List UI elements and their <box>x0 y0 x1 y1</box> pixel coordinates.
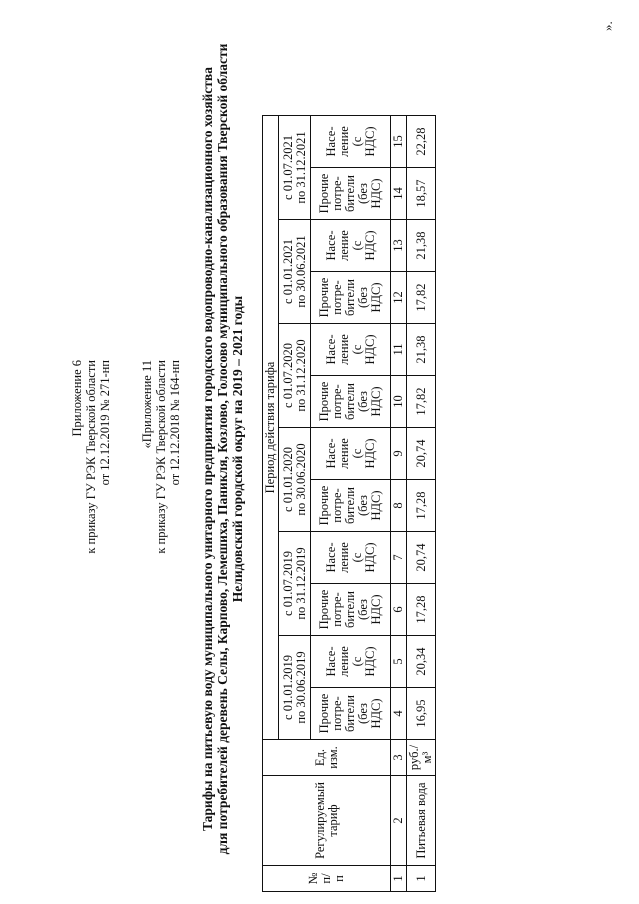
subheader-text: (с <box>349 656 364 667</box>
col-header-tariff <box>263 776 391 866</box>
subheader-text: потре- <box>330 696 344 731</box>
subheader-text: Прочие <box>317 693 331 734</box>
subheader-text: Насе- <box>323 438 338 469</box>
subheader-text: (с <box>349 552 364 563</box>
subheader-text: НДС) <box>362 438 377 469</box>
period-end: по 31.12.2021 <box>293 131 308 204</box>
header-text: п <box>332 875 346 882</box>
header-line: от 12.12.2018 № 164-нп <box>168 360 182 486</box>
subheader-other-consumers <box>311 480 391 532</box>
tariff-value: 20,74 <box>407 428 436 480</box>
period-end: по 30.06.2020 <box>293 443 308 516</box>
subheader-text: (без <box>356 391 370 412</box>
header-text: п/ <box>319 873 333 884</box>
tariff-value: 18,57 <box>407 168 436 220</box>
subheader-population <box>311 636 391 688</box>
subheader-text: Прочие <box>317 485 331 526</box>
period-5 <box>279 220 311 324</box>
period-3 <box>279 428 311 532</box>
subheader-text: Насе- <box>323 542 338 573</box>
tariff-value: 17,82 <box>407 376 436 428</box>
column-number: 15 <box>391 116 407 168</box>
period-start: с 01.07.2021 <box>280 135 295 200</box>
subheader-population <box>311 532 391 584</box>
row-number: 1 <box>407 866 436 892</box>
title-line: Нелидовский городской округ на 2019 – 2021 годы <box>230 295 245 603</box>
subheader-text: (с <box>349 448 364 459</box>
header-line: «Приложение 11 <box>140 360 154 449</box>
period-4 <box>279 324 311 428</box>
header-line: к приказу ГУ РЭК Тверской области <box>154 360 168 554</box>
tariff-value: 21,38 <box>407 324 436 376</box>
subheader-text: бители <box>343 695 357 732</box>
header-text: Ед. <box>312 748 327 767</box>
period-start: с 01.07.2019 <box>280 551 295 616</box>
tariff-value: 21,38 <box>407 220 436 272</box>
subheader-text: Прочие <box>317 381 331 422</box>
subheader-text: бители <box>343 279 357 316</box>
subheader-text: потре- <box>330 280 344 315</box>
subheader-text: ление <box>336 438 351 469</box>
subheader-text: ление <box>336 230 351 261</box>
subheader-text: бители <box>343 487 357 524</box>
period-end: по 31.12.2020 <box>293 339 308 412</box>
column-number: 4 <box>391 688 407 740</box>
column-number: 6 <box>391 584 407 636</box>
appendix-6-header <box>70 360 112 554</box>
subheader-text: Прочие <box>317 277 331 318</box>
column-number: 5 <box>391 636 407 688</box>
subheader-text: НДС) <box>362 230 377 261</box>
subheader-text: Прочие <box>317 589 331 630</box>
subheader-text: ление <box>336 334 351 365</box>
subheader-text: (без <box>356 183 370 204</box>
subheader-text: бители <box>343 591 357 628</box>
period-end: по 30.06.2019 <box>293 651 308 724</box>
subheader-text: НДС) <box>362 646 377 677</box>
period-end: по 30.06.2021 <box>293 235 308 308</box>
period-1 <box>279 636 311 740</box>
subheader-other-consumers <box>311 376 391 428</box>
row-name: Питьевая вода <box>407 776 436 866</box>
document-title <box>200 34 245 864</box>
subheader-population <box>311 324 391 376</box>
subheader-text: НДС) <box>369 490 383 521</box>
column-number: 11 <box>391 324 407 376</box>
column-number: 8 <box>391 480 407 532</box>
subheader-text: потре- <box>330 384 344 419</box>
subheader-other-consumers <box>311 584 391 636</box>
header-text: тариф <box>325 804 340 837</box>
subheader-text: (без <box>356 703 370 724</box>
subheader-text: бители <box>343 175 357 212</box>
column-number: 14 <box>391 168 407 220</box>
subheader-other-consumers <box>311 688 391 740</box>
title-line: для потребителей деревень Селы, Карпово, Лемешиха, Паникля, Козлово, Голосово муниципального образования Тверской области <box>215 43 230 855</box>
tariff-value: 17,28 <box>407 480 436 532</box>
subheader-text: (без <box>356 287 370 308</box>
subheader-population <box>311 220 391 272</box>
column-number: 10 <box>391 376 407 428</box>
subheader-text: потре- <box>330 488 344 523</box>
subheader-text: НДС) <box>369 178 383 209</box>
tariff-value: 20,34 <box>407 636 436 688</box>
subheader-text: потре- <box>330 592 344 627</box>
subheader-text: Насе- <box>323 646 338 677</box>
column-number-row <box>391 116 407 892</box>
header-text: № <box>306 872 320 885</box>
tariff-value: 17,82 <box>407 272 436 324</box>
period-start: с 01.01.2021 <box>280 239 295 304</box>
column-number: 3 <box>391 740 407 776</box>
subheader-text: бители <box>343 383 357 420</box>
subheader-text: НДС) <box>369 594 383 625</box>
appendix-11-header <box>140 360 182 554</box>
subheader-text: (с <box>349 136 364 147</box>
col-header-unit <box>263 740 391 776</box>
period-2 <box>279 532 311 636</box>
subheader-text: Прочие <box>317 173 331 214</box>
subheader-text: ление <box>336 542 351 573</box>
subheader-population <box>311 428 391 480</box>
subheader-text: (с <box>349 240 364 251</box>
subheader-text: Насе- <box>323 230 338 261</box>
subheader-text: НДС) <box>362 126 377 157</box>
header-text: Регулируемый <box>312 782 327 859</box>
column-number: 12 <box>391 272 407 324</box>
period-start: с 01.01.2019 <box>280 655 295 720</box>
row-unit: руб./м³ <box>407 740 436 776</box>
closing-quote: ». <box>600 21 615 31</box>
header-text: изм. <box>325 746 340 769</box>
tariff-value: 20,74 <box>407 532 436 584</box>
subheader-text: (с <box>349 344 364 355</box>
table-row <box>407 116 436 892</box>
column-number: 2 <box>391 776 407 866</box>
tariff-table <box>262 115 436 892</box>
column-number: 7 <box>391 532 407 584</box>
subheader-text: НДС) <box>369 282 383 313</box>
title-line: Тарифы на питьевую воду муниципального унитарного предприятия городского водопроводно-канализационного хозяйства <box>200 67 215 831</box>
period-6 <box>279 116 311 220</box>
subheader-text: Насе- <box>323 334 338 365</box>
subheader-text: НДС) <box>369 698 383 729</box>
period-start: с 01.07.2020 <box>280 343 295 408</box>
subheader-text: ление <box>336 646 351 677</box>
header-line: от 12.12.2019 № 271-нп <box>98 360 112 486</box>
subheader-text: НДС) <box>362 542 377 573</box>
subheader-text: Насе- <box>323 126 338 157</box>
header-line: Приложение 6 <box>70 360 84 437</box>
period-header: Период действия тарифа <box>263 116 279 740</box>
period-start: с 01.01.2020 <box>280 447 295 512</box>
column-number: 1 <box>391 866 407 892</box>
subheader-other-consumers <box>311 168 391 220</box>
period-end: по 31.12.2019 <box>293 547 308 620</box>
subheader-text: (без <box>356 495 370 516</box>
tariff-value: 16,95 <box>407 688 436 740</box>
header-line: к приказу ГУ РЭК Тверской области <box>84 360 98 554</box>
subheader-other-consumers <box>311 272 391 324</box>
tariff-value: 17,28 <box>407 584 436 636</box>
column-number: 13 <box>391 220 407 272</box>
subheader-text: (без <box>356 599 370 620</box>
subheader-text: потре- <box>330 176 344 211</box>
subheader-text: ление <box>336 126 351 157</box>
col-header-number <box>263 866 391 892</box>
subheader-text: НДС) <box>362 334 377 365</box>
subheader-text: НДС) <box>369 386 383 417</box>
subheader-population <box>311 116 391 168</box>
column-number: 9 <box>391 428 407 480</box>
tariff-value: 22,28 <box>407 116 436 168</box>
